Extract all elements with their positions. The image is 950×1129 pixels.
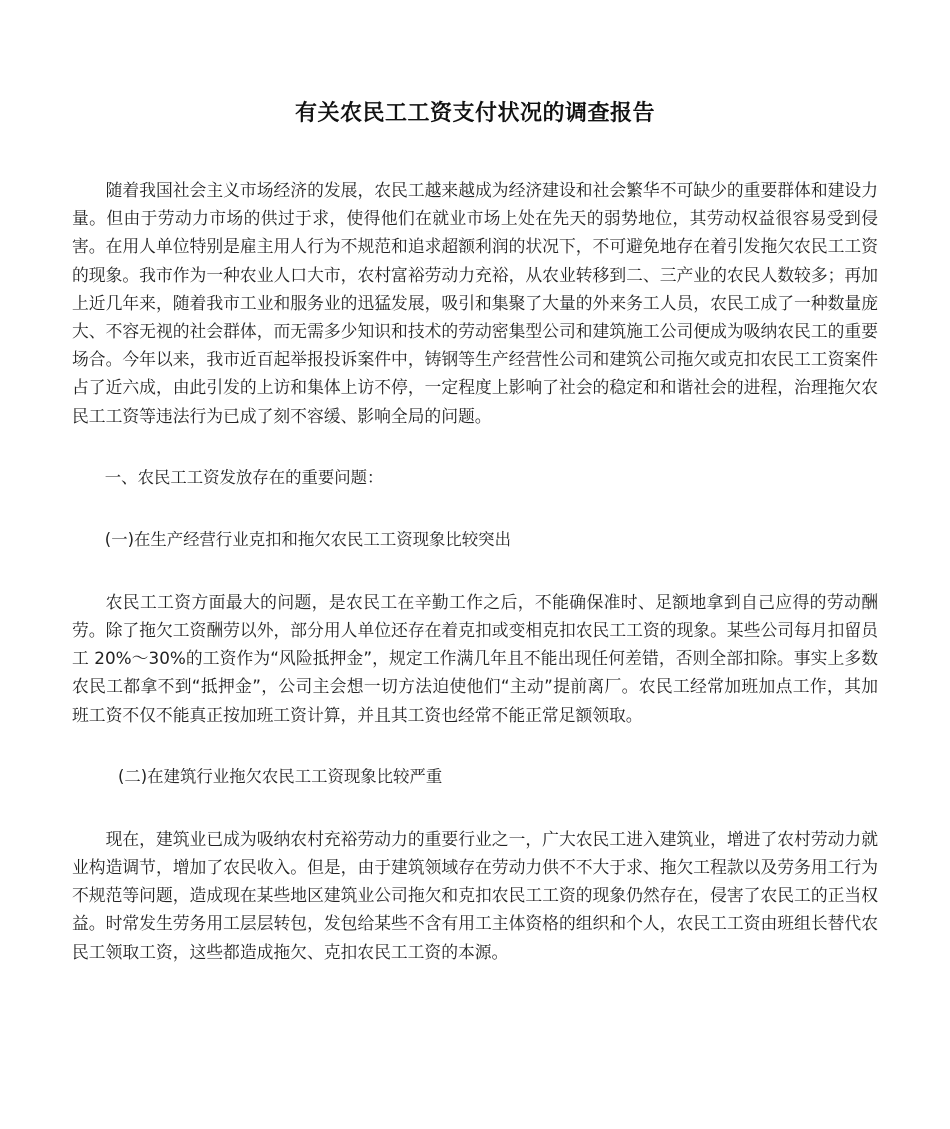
subsection-2-heading: (二)在建筑行业拖欠农民工工资现象比较严重 xyxy=(118,766,443,786)
spacer xyxy=(72,791,878,825)
spacer xyxy=(72,729,878,763)
spacer xyxy=(72,430,878,464)
section-1-heading: 一、农民工工资发放存在的重要问题： xyxy=(104,467,384,487)
spacer xyxy=(72,492,878,526)
subsection-1-body: 农民工工资方面最大的问题，是农民工在辛勤工作之后，不能确保准时、足额地拿到自己应得的劳动酬劳。除了拖欠工资酬劳以外，部分用人单位还存在着克扣或变相克扣农民工工资的现象。某些公司每月扣留员工 20%～30%的工资作为“风险抵押金”，规定工作满几年且不能出现任何差错，否则全部扣除。事实上多数农民工都拿不到“抵押金”，公司主会想一切方法迫使他们“主动”提前离厂。农民工经常加班加点工作，其加班工资不仅不能真正按加班工资计算，并且其工资也经常不能正常足额领取。 xyxy=(72,591,878,725)
document-page xyxy=(72,96,878,966)
intro-paragraph: 随着我国社会主义市场经济的发展，农民工越来越成为经济建设和社会繁华不可缺少的重要群体和建设力量。但由于劳动力市场的供过于求，使得他们在就业市场上处在先天的弱势地位，其劳动权益很容易受到侵害。在用人单位特别是雇主用人行为不规范和追求超额利润的状况下，不可避免地存在着引发拖欠农民工工资的现象。我市作为一种农业人口大市，农村富裕劳动力充裕，从农业转移到二、三产业的农民人数较多；再加上近几年来，随着我市工业和服务业的迅猛发展，吸引和集聚了大量的外来务工人员，农民工成了一种数量庞大、不容无视的社会群体，而无需多少知识和技术的劳动密集型公司和建筑施工公司便成为吸纳农民工的重要场合。今年以来，我市近百起举报投诉案件中，铸钢等生产经营性公司和建筑公司拖欠或克扣农民工工资案件占了近六成，由此引发的上访和集体上访不停，一定程度上影响了社会的稳定和和谐社会的进程，治理拖欠农民工工资等违法行为已成了刻不容缓、影响全局的问题。 xyxy=(72,180,878,426)
subsection-1-heading: (一)在生产经营行业克扣和拖欠农民工工资现象比较突出 xyxy=(104,529,511,549)
subsection-2-body: 现在，建筑业已成为吸纳农村充裕劳动力的重要行业之一，广大农民工进入建筑业，增进了农村劳动力就业构造调节，增加了农民收入。但是，由于建筑领域存在劳动力供不不大于求、拖欠工程款以及劳务用工行为不规范等问题，造成现在某些地区建筑业公司拖欠和克扣农民工工资的现象仍然存在，侵害了农民工的正当权益。时常发生劳务用工层层转包，发包给某些不含有用工主体资格的组织和个人，农民工工资由班组长替代农民工领取工资，这些都造成拖欠、克扣农民工工资的本源。 xyxy=(72,828,878,962)
spacer xyxy=(72,554,878,588)
document-title: 有关农民工工资支付状况的调查报告 xyxy=(294,101,655,126)
